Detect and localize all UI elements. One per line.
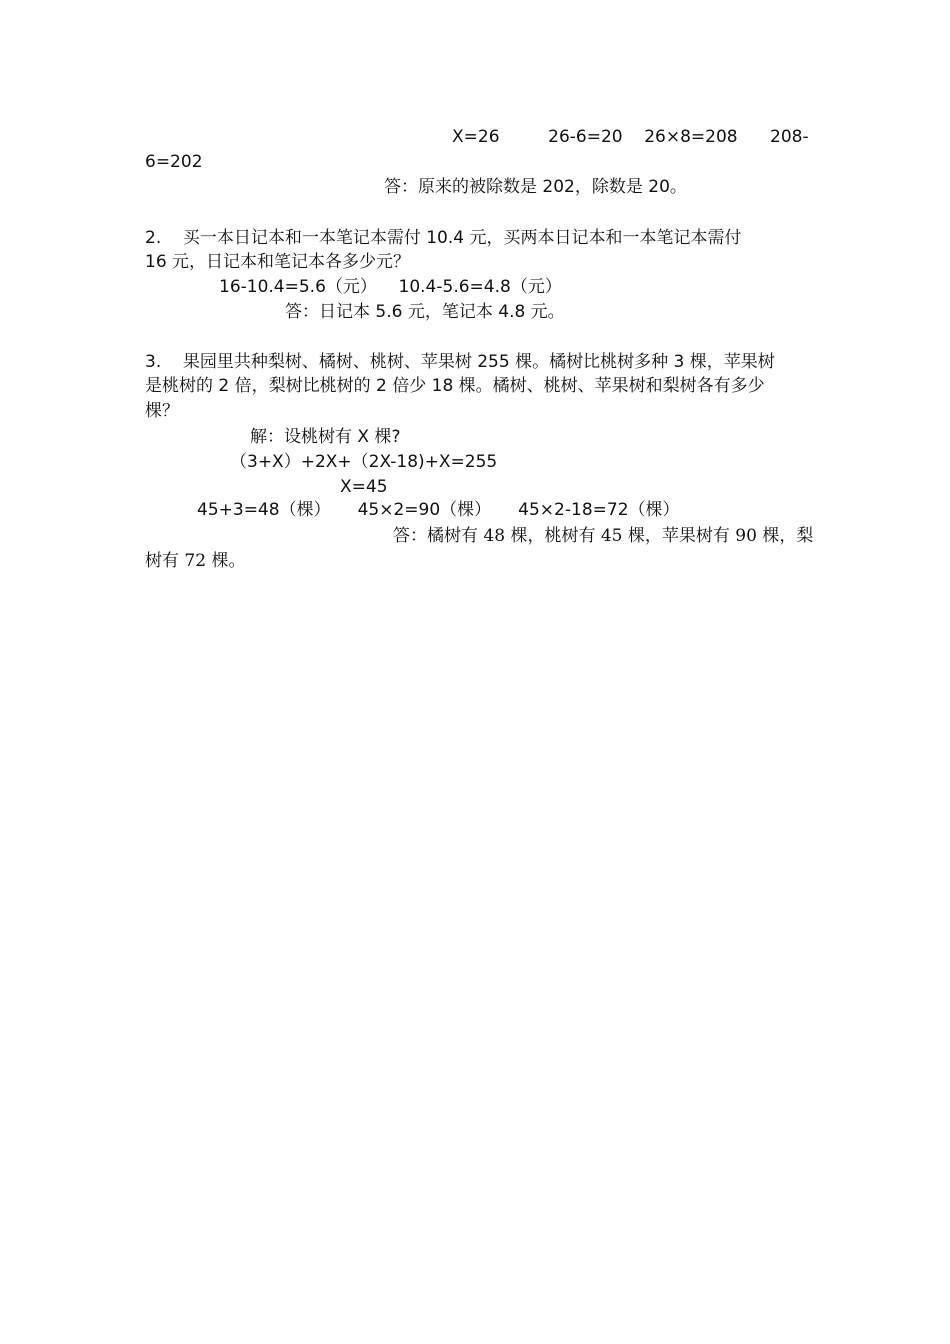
p3-answer-line-2: 树有 72 棵。 — [145, 551, 246, 571]
p3-calc: 45+3=48（棵） 45×2=90（棵） 45×2-18=72（棵） — [197, 500, 680, 520]
p1-answer: 答：原来的被除数是 202，除数是 20。 — [384, 177, 687, 197]
p3-answer-line-1: 答：橘树有 48 棵，桃树有 45 棵，苹果树有 90 棵，梨 — [393, 526, 814, 546]
p2-question-line-2: 16 元，日记本和笔记本各多少元？ — [145, 252, 411, 272]
p1-calc-wrap: 6=202 — [145, 152, 203, 172]
p3-equation: （3+X）+2X+（2X-18)+X=255 — [230, 452, 498, 472]
p2-question-line-1: 2. 买一本日记本和一本笔记本需付 10.4 元，买两本日记本和一本笔记本需付 — [145, 228, 742, 248]
p3-question-line-2: 是桃树的 2 倍，梨树比桃树的 2 倍少 18 棵。橘树、桃树、苹果树和梨树各有多少 — [145, 376, 765, 396]
p3-question-line-1: 3. 果园里共种梨树、橘树、桃树、苹果树 255 棵。橘树比桃树多种 3 棵，苹果树 — [145, 352, 775, 372]
p2-calc: 16-10.4=5.6（元） 10.4-5.6=4.8（元） — [219, 277, 562, 297]
p2-answer: 答：日记本 5.6 元，笔记本 4.8 元。 — [285, 302, 565, 322]
p3-solve: 解：设桃树有 X 棵? — [250, 427, 401, 447]
p3-question-line-3: 棵？ — [145, 401, 179, 421]
p1-calc-line: X=26 26-6=20 26×8=208 208- — [452, 127, 809, 147]
p3-result: X=45 — [340, 477, 388, 497]
